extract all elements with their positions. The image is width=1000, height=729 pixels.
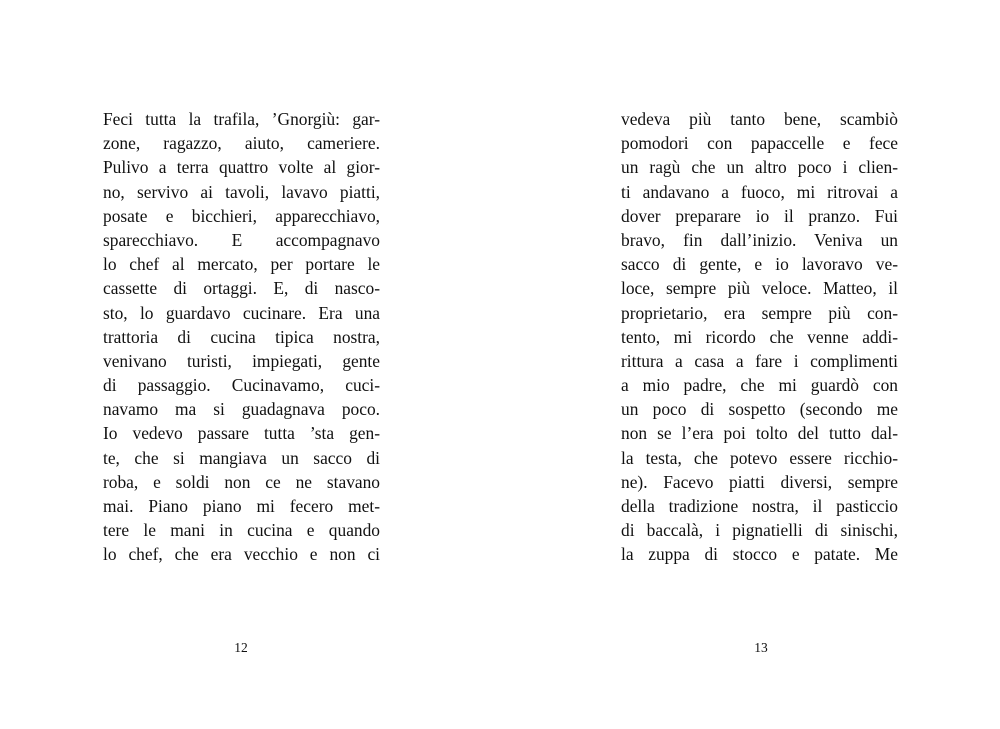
text-line: della tradizione nostra, il pasticcio bbox=[621, 496, 898, 516]
text-line: lo chef, che era vecchio e non ci bbox=[103, 544, 380, 565]
text-line: Io vedevo passare tutta ’sta gen- bbox=[103, 423, 380, 444]
text-line: dover preparare io il pranzo. Fui bbox=[621, 205, 898, 226]
text-line: un ragù che un altro poco i clien- bbox=[621, 157, 898, 178]
text-line: tento, mi ricordo che venne addi- bbox=[621, 326, 898, 347]
text-line: vedeva più tanto bene, scambiò bbox=[621, 109, 898, 129]
text-line: te, che si mangiava un sacco di bbox=[103, 447, 380, 468]
text-line: di baccalà, i pignatielli di sinischi, bbox=[621, 520, 898, 541]
text-line: bravo, fin dall’inizio. Veniva un bbox=[621, 229, 898, 250]
text-line: lo chef al mercato, per portare le bbox=[103, 254, 380, 275]
page-number: 12 bbox=[234, 640, 248, 655]
page-number: 13 bbox=[754, 640, 768, 655]
text-line: Feci tutta la trafila, ’Gnorgiù: gar- bbox=[103, 109, 380, 129]
text-line: non se l’era poi tolto del tutto dal- bbox=[621, 423, 898, 444]
text-line: mai. Piano piano mi fecero met- bbox=[103, 496, 380, 516]
text-line: la zuppa di stocco e patate. Me bbox=[621, 544, 898, 565]
text-line: tere le mani in cucina e quando bbox=[103, 520, 380, 541]
text-line: ne). Facevo piatti diversi, sempre bbox=[621, 471, 898, 492]
text-line: a mio padre, che mi guardò con bbox=[621, 375, 898, 396]
text-line: di passaggio. Cucinavamo, cuci- bbox=[103, 375, 380, 396]
text-line: roba, e soldi non ce ne stavano bbox=[103, 471, 380, 492]
text-line: sacco di gente, e io lavoravo ve- bbox=[621, 254, 898, 275]
text-line: loce, sempre più veloce. Matteo, il bbox=[621, 278, 898, 299]
text-line: venivano turisti, impiegati, gente bbox=[103, 350, 380, 371]
text-line: Pulivo a terra quattro volte al gior- bbox=[103, 157, 380, 178]
text-line: posate e bicchieri, apparecchiavo, bbox=[103, 205, 380, 226]
text-line: rittura a casa a fare i complimenti bbox=[621, 350, 898, 371]
text-line: sparecchiavo. E accompagnavo bbox=[103, 229, 380, 250]
text-line: sto, lo guardavo cucinare. Era una bbox=[103, 302, 380, 323]
text-line: navamo ma si guadagnava poco. bbox=[103, 399, 380, 420]
text-line: cassette di ortaggi. E, di nasco- bbox=[103, 278, 380, 299]
text-line: la testa, che potevo essere ricchio- bbox=[621, 447, 898, 468]
text-line: un poco di sospetto (secondo me bbox=[621, 399, 898, 420]
text-line: ti andavano a fuoco, mi ritrovai a bbox=[621, 181, 898, 202]
text-line: zone, ragazzo, aiuto, cameriere. bbox=[103, 133, 380, 154]
text-line: proprietario, era sempre più con- bbox=[621, 302, 898, 323]
right-page-text bbox=[621, 107, 898, 567]
right-page bbox=[500, 0, 1000, 729]
left-page-text bbox=[103, 107, 380, 567]
text-line: pomodori con papaccelle e fece bbox=[621, 133, 898, 154]
text-line: no, servivo ai tavoli, lavavo piatti, bbox=[103, 181, 380, 202]
text-line: trattoria di cucina tipica nostra, bbox=[103, 326, 380, 347]
